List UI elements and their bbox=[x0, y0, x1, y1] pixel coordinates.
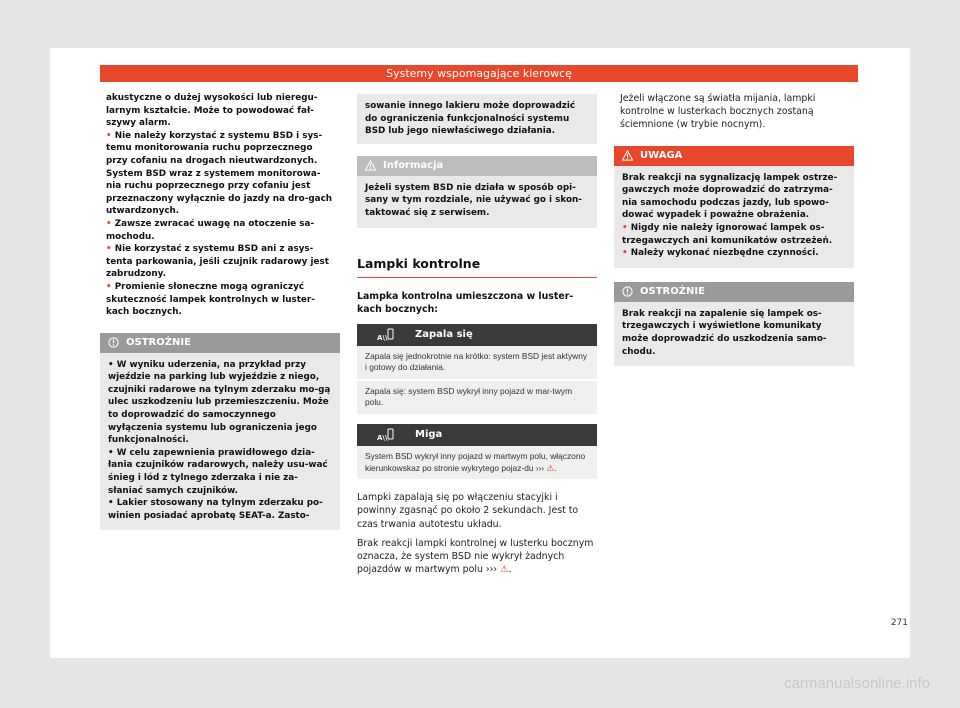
list-item: • Zawsze zwracać uwagę na otoczenie sa-mochodu. bbox=[106, 218, 315, 242]
column-1 bbox=[100, 92, 340, 530]
mirror-light-icon bbox=[377, 428, 395, 442]
warning-heading: UWAGA bbox=[614, 146, 854, 166]
header-title: Systemy wspomagające kierowcę bbox=[100, 65, 858, 82]
bullet-list bbox=[100, 130, 340, 319]
intro-paragraph: Jeżeli włączone są światła mijania, lampki kontrolne w lusterkach bocznych zostaną ściemnione (w trybie nocnym). bbox=[620, 93, 816, 131]
watermark: carmanualsonline.info bbox=[784, 675, 930, 692]
continued-caution: sowanie innego lakieru może doprowadzić do ograniczenia funkcjonalności systemu BSD lub jego niewłaściwego działania. bbox=[357, 94, 597, 144]
column-3 bbox=[614, 92, 854, 366]
info-body: Jeżeli system BSD nie działa w sposób opi-sany w tym rozdziale, nie używać go i skon-taktować się z serwisem. bbox=[357, 176, 597, 228]
info-box bbox=[357, 156, 597, 228]
info-icon bbox=[365, 160, 376, 171]
list-item: • Należy wykonać niezbędne czynności. bbox=[622, 248, 819, 259]
table-row: System BSD wykrył inny pojazd w martwym polu, włączono kierunkowskaz po stronie wykrytego pojaz-du ››› ⚠. bbox=[357, 446, 597, 479]
page-number: 271 bbox=[890, 618, 908, 628]
list-item: • Promienie słoneczne mogą ograniczyć skuteczność lampek kontrolnych w luster-kach bocznych. bbox=[106, 281, 315, 318]
status-table bbox=[357, 324, 597, 480]
subtitle: Lampka kontrolna umieszczona w luster-kach bocznych: bbox=[357, 290, 574, 315]
table-row: Zapala się jednokrotnie na krótko: system BSD jest aktywny i gotowy do działania. bbox=[357, 346, 597, 379]
caution-heading: OSTROŻNIE bbox=[100, 333, 340, 353]
caution-box bbox=[614, 282, 854, 366]
warning-triangle-icon: ⚠ bbox=[546, 462, 555, 473]
caution-icon bbox=[622, 286, 633, 297]
list-item: • W celu zapewnienia prawidłowego dzia-łania czujników radarowych, należy usu-wać śnieg i lód z tylnego zderzaka i nie za-słaniać samych czujników. bbox=[108, 447, 328, 496]
info-heading: Informacja bbox=[357, 156, 597, 176]
table-row-header: A\\ Miga bbox=[357, 424, 597, 446]
paragraph: Brak reakcji lampki kontrolnej w lusterku bocznym oznacza, że system BSD nie wykrył żadnych pojazdów w martwym polu ››› ⚠. bbox=[357, 537, 594, 576]
caution-body bbox=[100, 353, 340, 531]
caution-body: Brak reakcji na zapalenie się lampek os-trzegawczych i wyświetlone komunikaty może doprowadzić do uszkodzenia samo-chodu. bbox=[614, 302, 854, 366]
mirror-light-icon bbox=[377, 328, 395, 342]
svg-text:A\\: A\\ bbox=[377, 433, 388, 442]
warning-body: Brak reakcji na sygnalizację lampek ostrze-gawczych może doprowadzić do zatrzyma-nia samochodu podczas jazdy, lub spowo-dować wypadek i poważne obrażenia. • Nigdy nie należy ignorować lampek os-trzegawczych ani komunikatów ostrzeżeń. • Należy wykonać niezbędne czynności. bbox=[614, 166, 854, 268]
warning-box bbox=[614, 146, 854, 268]
intro-paragraph: akustyczne o dużej wysokości lub nieregu-larnym kształcie. Może to powodować fał-szywy alarm. bbox=[106, 93, 318, 129]
list-item: • Nie korzystać z systemu BSD ani z asys-tenta parkowania, jeśli czujnik radarowy jest zabrudzony. bbox=[106, 244, 329, 280]
column-2 bbox=[357, 92, 597, 576]
list-item: • Nigdy nie należy ignorować lampek os-trzegawczych ani komunikatów ostrzeżeń. bbox=[622, 222, 833, 246]
caution-heading: OSTROŻNIE bbox=[614, 282, 854, 302]
list-item: • Lakier stosowany na tylnym zderzaku po-winien posiadać aprobatę SEAT-a. Zasto- bbox=[108, 498, 323, 521]
warning-triangle-icon: ⚠ bbox=[500, 564, 509, 576]
caution-icon bbox=[108, 337, 119, 348]
table-row: Zapala się: system BSD wykrył inny pojazd w mar-twym polu. bbox=[357, 381, 597, 414]
list-item: • W wyniku uderzenia, na przykład przy wjeździe na parking lub wyjeździe z niego, czujniki radarowe na tylnym zderzaku mo-gą ulec uszkodzeniu lub przemieszczeniu. Może to doprowadzić do samoczynnego wyłączenia systemu lub ograniczenia jego funkcjonalności. bbox=[108, 359, 331, 446]
table-row-header: A\\ Zapala się bbox=[357, 324, 597, 346]
paragraph: Lampki zapalają się po włączeniu stacyjki i powinny zgasnąć po około 2 sekundach. Jest to czas trwania autotestu układu. bbox=[357, 492, 579, 530]
svg-text:A\\: A\\ bbox=[377, 333, 388, 342]
warning-triangle-icon bbox=[622, 150, 633, 161]
list-item: • Nie należy korzystać z systemu BSD i sys-temu monitorowania ruchu poprzecznego przy cofaniu na drogach nieutwardzonych. System BSD wraz z systemem monitorowa-nia ruchu poprzecznego przy cofaniu jest przeznaczony wyłącznie do jazdy na dro-gach utwardzonych. bbox=[106, 130, 333, 217]
section-title: Lampki kontrolne bbox=[357, 248, 597, 278]
caution-box bbox=[100, 333, 340, 531]
